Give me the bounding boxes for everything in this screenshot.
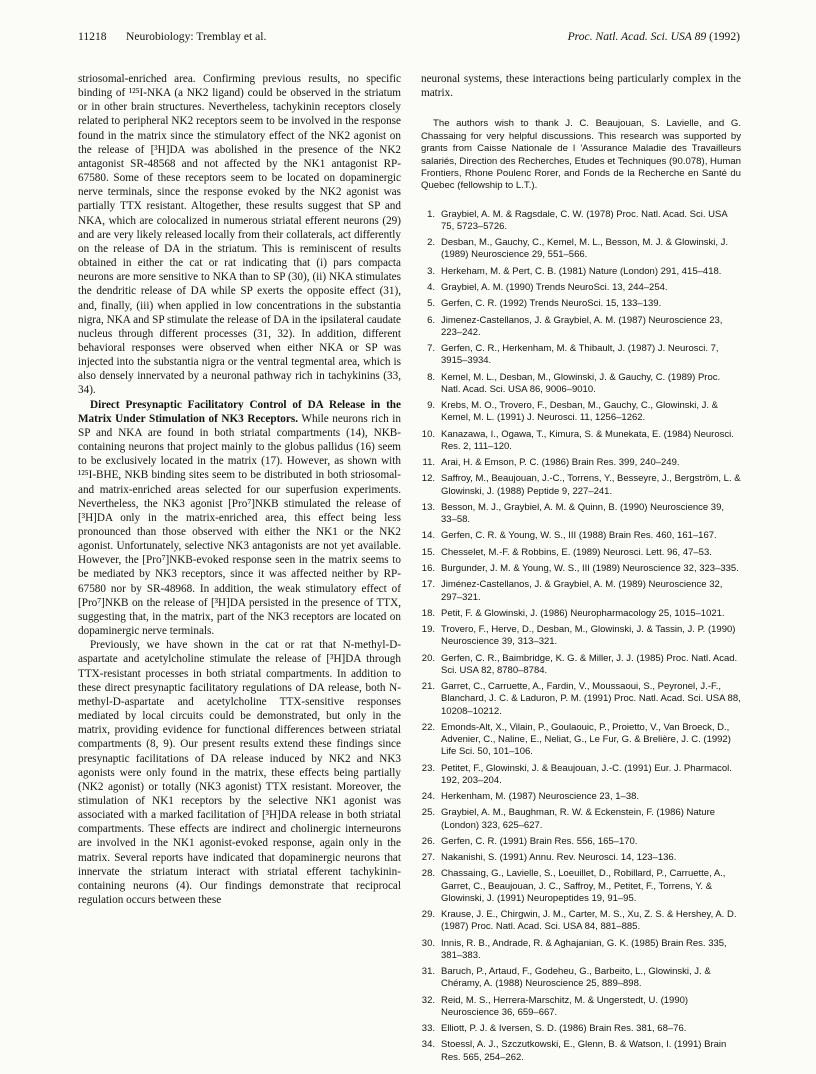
paragraph-nk3-body: While neurons rich in SP and NKA are found in both striatal compartments (14), NKB-containing neurons that project mainly to the globus pallidus (16) seem to be exclusively located in the matrix (17). However, as shown with ¹²⁵I-BHE, NKB binding sites seem to be distributed in both striosomal- and matrix-enriched areas selected for our superfusion experiments. Nevertheless, the NK3 agonist [Pro⁷]NKB stimulated the release of [³H]DA only in the matrix-enriched area, this effect being less pronounced than those observed with either the NK1 or the NK2 agonist. Unfortunately, selective NK3 antagonists are not yet available. However, the [Pro⁷]NKB-evoked response seen in the matrix seems to be mediated by NK3 receptors, since it was affected neither by RP-67580 nor by SR-48968. In addition, the weak stimulatory effect of [Pro⁷]NKB on the release of [³H]DA persisted in the presence of TTX, suggesting that, in the matrix, part of the NK3 receptors are located on dopaminergic nerve terminals. [78,412,401,638]
reference-number: 22. [421,721,435,733]
reference-number: 14. [421,530,435,542]
reference-item [421,608,741,620]
reference-text: Chesselet, M.-F. & Robbins, E. (1989) Neurosci. Lett. 96, 47–53. [441,546,712,558]
right-column [421,72,741,1068]
reference-item [421,266,741,278]
reference-number: 5. [427,298,435,310]
reference-text: Burgunder, J. M. & Young, W. S., III (1989) Neuroscience 32, 323–335. [441,563,739,575]
paragraph-nk2: striosomal-enriched area. Confirming previous results, no specific binding of ¹²⁵I-NKA (a NK2 ligand) could be observed in the striatum or in other brain structures. Nevertheless, tachykinin receptors closely related to peripheral NK2 receptors seem to be involved in the response found in the matrix since the stimulatory effect of the NK2 agonist on the release of [³H]DA was abolished in the presence of the NK2 antagonist SR-48568 and not affected by the NK1 antagonist RP-67580. Some of these receptors seem to be located on dopaminergic nerve terminals, since the response evoked by the NK2 agonist was partially TTX resistant. Altogether, these results suggest that SP and NKA, which are colocalized in numerous striatal efferent neurons (29) and are very likely released locally from their collaterals, act differently on the release of DA in the striatum. This is reminiscent of results obtained in either the cat or rat indicating that (i) pars compacta neurons are more sensitive to NKA than to SP (30), (ii) NKA stimulates the dendritic release of DA while SP exerts the opposite effect (31), and, finally, (iii) when applied in low concentrations in the substantia nigra, NKA and SP stimulate the release of DA in the ipsilateral caudate nucleus through different processes (31, 32). In addition, different behavioral responses were observed when either NKA or SP was injected into the substantia nigra or the ventral tegmental area, which is also densely innervated by a neuronal pathway rich in tachykinins (33, 34). [78,73,401,397]
reference-number: 32. [421,994,435,1006]
reference-text: Kanazawa, I., Ogawa, T., Kimura, S. & Munekata, E. (1984) Neurosci. Res. 2, 111–120. [441,428,734,452]
reference-text: Gerfen, C. R., Baimbridge, K. G. & Miller, J. J. (1985) Proc. Natl. Acad. Sci. USA 82, 8780–8784. [441,652,738,676]
acknowledgment: The authors wish to thank J. C. Beaujouan, S. Lavielle, and G. Chassaing for very helpful discussions. This research was supported by grants from Caisse Nationale de l 'Assurance Maladie des Travailleurs salariés, Direction des Recherches, Etudes et Techniques (90.078), Human Frontiers, Rhone Poulenc Rorer, and Fonds de la Recherche en Santé du Quebec (fellowship to L.T.). [421,118,741,192]
reference-item [421,624,741,648]
reference-item [421,868,741,905]
reference-item [421,1023,741,1035]
journal-name: Proc. Natl. Acad. Sci. USA 89 [567,30,707,43]
reference-text: Gerfen, C. R. & Young, W. S., III (1988) Brain Res. 460, 161–167. [441,530,717,542]
reference-number: 10. [421,428,435,440]
reference-item [421,343,741,367]
section-title: Neurobiology: Tremblay et al. [126,30,267,43]
reference-number: 30. [421,937,435,949]
reference-text: Desban, M., Gauchy, C., Kemel, M. L., Besson, M. J. & Glowinski, J. (1989) Neuroscience 29, 551–566. [441,237,729,261]
section-heading-nk3: Direct Presynaptic Facilitatory Control of DA Release in the Matrix Under Stimulation of NK3 Receptors. [78,398,401,425]
reference-number: 1. [427,208,435,220]
reference-number: 24. [421,791,435,803]
reference-item [421,653,741,677]
reference-number: 19. [421,624,435,636]
reference-text: Innis, R. B., Andrade, R. & Aghajanian, G. K. (1985) Brain Res. 335, 381–383. [441,937,727,961]
reference-number: 15. [421,546,435,558]
reference-text: Gerfen, C. R. (1992) Trends NeuroSci. 15, 133–139. [441,298,662,310]
reference-number: 20. [421,652,435,664]
reference-item [421,530,741,542]
reference-number: 26. [421,835,435,847]
reference-text: Graybiel, A. M. (1990) Trends NeuroSci. 13, 244–254. [441,282,668,294]
reference-text: Elliott, P. J. & Iversen, S. D. (1986) Brain Res. 381, 68–76. [441,1023,687,1035]
reference-item [421,563,741,575]
reference-text: Graybiel, A. M., Baughman, R. W. & Eckenstein, F. (1986) Nature (London) 323, 625–627. [441,807,716,831]
reference-number: 33. [421,1023,435,1035]
reference-item [421,429,741,453]
reference-text: Garret, C., Carruette, A., Fardin, V., Moussaoui, S., Peyronel, J.-F., Blanchard, J. C. & Laduron, P. M. (1991) Proc. Natl. Acad. Sci. USA 88, 10208–10212. [441,681,741,717]
reference-number: 6. [427,314,435,326]
reference-item [421,909,741,933]
reference-text: Graybiel, A. M. & Ragsdale, C. W. (1978) Proc. Natl. Acad. Sci. USA 75, 5723–5726. [441,208,728,232]
reference-item [421,298,741,310]
reference-item [421,938,741,962]
reference-text: Petitet, F., Glowinski, J. & Beaujouan, J.-C. (1991) Eur. J. Pharmacol. 192, 203–204. [441,762,732,786]
reference-list [421,209,741,1064]
reference-text: Trovero, F., Herve, D., Desban, M., Glowinski, J. & Tassin, J. P. (1990) Neuroscience 39, 313–321. [441,624,736,648]
reference-number: 3. [427,265,435,277]
reference-text: Arai, H. & Emson, P. C. (1986) Brain Res. 399, 240–249. [441,457,680,469]
reference-item [421,473,741,497]
reference-text: Reid, M. S., Herrera-Marschitz, M. & Ungerstedt, U. (1990) Neuroscience 36, 659–667. [441,994,689,1018]
reference-item [421,315,741,339]
reference-item [421,807,741,831]
journal-year: (1992) [709,30,740,43]
journal-citation [568,30,740,43]
reference-number: 13. [421,501,435,513]
reference-item [421,502,741,526]
paragraph-nk3 [78,398,401,639]
reference-text: Nakanishi, S. (1991) Annu. Rev. Neurosci. 14, 123–136. [441,852,677,864]
reference-text: Gerfen, C. R. (1991) Brain Res. 556, 165–170. [441,835,638,847]
reference-text: Krebs, M. O., Trovero, F., Desban, M., Gauchy, C., Glowinski, J. & Kemel, M. L. (1991) J. Neurosci. 11, 1256–1262. [441,400,718,424]
reference-number: 9. [427,400,435,412]
reference-text: Stoessl, A. J., Szczutkowski, E., Glenn, B. & Watson, I. (1991) Brain Res. 565, 254–262. [441,1039,727,1063]
reference-item [421,579,741,603]
reference-item [421,282,741,294]
running-header [78,30,740,46]
reference-number: 21. [421,681,435,693]
reference-text: Kemel, M. L., Desban, M., Glowinski, J. & Gauchy, C. (1989) Proc. Natl. Acad. Sci. USA 86, 9006–9010. [441,371,721,395]
reference-item [421,400,741,424]
page-number: 11218 [78,30,107,43]
reference-text: Baruch, P., Artaud, F., Godeheu, G., Barbeito, L., Glowinski, J. & Chéramy, A. (1988) Neuroscience 25, 889–898. [441,966,711,990]
reference-item [421,457,741,469]
reference-number: 11. [422,457,435,469]
reference-number: 28. [421,868,435,880]
reference-item [421,722,741,759]
reference-item [421,836,741,848]
reference-number: 7. [427,343,435,355]
paragraph-continuation: neuronal systems, these interactions being particularly complex in the matrix. [421,73,741,100]
reference-number: 12. [421,473,435,485]
paragraph-summary: Previously, we have shown in the cat or rat that N-methyl-D-aspartate and acetylcholine stimulate the release of [³H]DA through TTX-resistant processes in both striatal compartments. In addition to these direct presynaptic facilitatory regulations of DA release, both N-methyl-D-aspartate and acetylcholine TTX-sensitive responses mediated by local circuits could be demonstrated, but only in the matrix, providing evidence for functional differences between striatal compartments (8, 9). Our present results extend these findings since presynaptic facilitations of DA release induced by NK2 and NK3 agonists were only found in the matrix, these effects being partially (NK2 agonist) or totally (NK3 agonist) TTX resistant. Moreover, the stimulation of NK1 receptors by the selective NK1 agonist was associated with a marked facilitation of [³H]DA release in both striatal compartments. These effects are indirect and cholinergic interneurons are involved in the NK1 agonist-evoked response, again only in the matrix. Several reports have indicated that dopaminergic neurons that innervate the striatum interact with striatal efferent tachykinin-containing neurons (4). Our findings demonstrate that reciprocal regulation occurs between these [78,639,401,907]
reference-text: Herkeham, M. & Pert, C. B. (1981) Nature (London) 291, 415–418. [441,265,722,277]
reference-text: Saffroy, M., Beaujouan, J.-C., Torrens, Y., Besseyre, J., Bergström, L. & Glowinski, J. (1988) Peptide 9, 227–241. [441,473,741,497]
reference-number: 16. [421,563,435,575]
reference-number: 23. [421,762,435,774]
left-column [78,72,401,907]
reference-text: Jimenez-Castellanos, J. & Graybiel, A. M. (1987) Neuroscience 23, 223–242. [441,314,723,338]
reference-number: 29. [421,909,435,921]
reference-item [421,763,741,787]
reference-item [421,1039,741,1063]
reference-text: Jiménez-Castellanos, J. & Graybiel, A. M. (1989) Neuroscience 32, 297–321. [441,579,723,603]
reference-number: 2. [427,237,435,249]
reference-number: 25. [421,807,435,819]
reference-text: Herkenham, M. (1987) Neuroscience 23, 1–38. [441,791,640,803]
reference-item [421,547,741,559]
reference-item [421,681,741,718]
reference-text: Krause, J. E., Chirgwin, J. M., Carter, M. S., Xu, Z. S. & Hershey, A. D. (1987) Proc. Natl. Acad. Sci. USA 84, 881–885. [441,909,737,933]
reference-item [421,995,741,1019]
reference-number: 4. [427,282,435,294]
reference-item [421,209,741,233]
reference-text: Gerfen, C. R., Herkenham, M. & Thibault, J. (1987) J. Neurosci. 7, 3915–3934. [441,343,719,367]
reference-number: 34. [421,1039,435,1051]
reference-text: Petit, F. & Glowinski, J. (1986) Neuropharmacology 25, 1015–1021. [441,607,725,619]
reference-number: 18. [421,607,435,619]
reference-item [421,852,741,864]
reference-item [421,237,741,261]
reference-text: Emonds-Alt, X., Vilain, P., Goulaouic, P., Proietto, V., Van Broeck, D., Advenier, C., Naline, E., Neliat, G., Le Fur, G. & Brelière, J. C. (1992) Life Sci. 50, 101–106. [441,721,731,758]
reference-text: Besson, M. J., Graybiel, A. M. & Quinn, B. (1990) Neuroscience 39, 33–58. [441,501,725,526]
reference-text: Chassaing, G., Lavielle, S., Loeuillet, D., Robillard, P., Carruette, A., Garret, C., Beaujouan, J. C., Saffroy, M., Petitet, F., Torrens, Y. & Glowinski, J. (1991) Neuropeptides 19, 91–95. [441,868,726,904]
reference-item [421,791,741,803]
reference-number: 8. [427,371,435,383]
reference-number: 27. [421,852,435,864]
reference-item [421,966,741,990]
reference-number: 31. [421,966,435,978]
reference-number: 17. [421,579,435,591]
reference-item [421,372,741,396]
